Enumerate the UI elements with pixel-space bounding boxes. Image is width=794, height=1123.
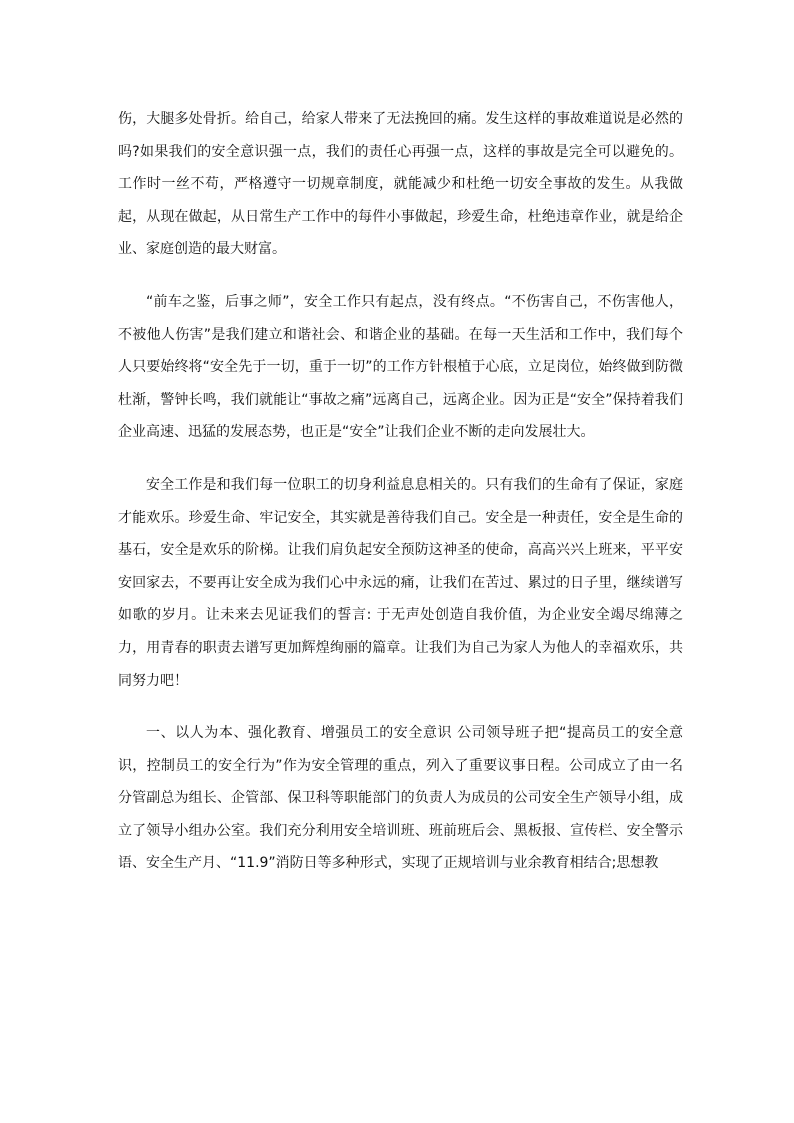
paragraph-accident-consequence: 伤，大腿多处骨折。给自己，给家人带来了无法挽回的痛。发生这样的事故难道说是必然的吗?如果我们的安全意识强一点，我们的责任心再强一点，这样的事故是完全可以避免的。工作时一丝不苟，严格遵守一切规章制度，就能减少和杜绝一切安全事故的发生。从我做起，从现在做起，从日常生产工作中的每件小事做起，珍爱生命，杜绝违章作业，就是给企业、家庭创造的最大财富。 [118,111,683,258]
document-body [118,103,683,880]
paragraph-safety-no-end: “前车之鉴，后事之师”，安全工作只有起点，没有终点。“不伤害自己，不伤害他人，不被他人伤害”是我们建立和谐社会、和谐企业的基础。在每一天生活和工作中，我们每个人只要始终将“安全先于一切，重于一切”的工作方针根植于心底，立足岗位，始终做到防微杜渐，警钟长鸣，我们就能让“事故之痛”远离自己，远离企业。因为正是“安全”保持着我们企业高速、迅猛的发展态势，也正是“安全”让我们企业不断的走向发展壮大。 [118,293,683,441]
paragraph-people-oriented-education: 一、以人为本、强化教育、增强员工的安全意识 公司领导班子把“提高员工的安全意识，控制员工的安全行为”作为安全管理的重点，列入了重要议事日程。公司成立了由一名分管副总为组长、企管部、保卫科等职能部门的负责人为成员的公司安全生产领导小组，成立了领导小组办公室。我们充分利用安全培训班、班前班后会、黑板报、宣传栏、安全警示语、安全生产月、“11.9”消防日等多种形式，实现了正规培训与业余教育相结合;思想教 [118,725,683,872]
paragraph-safety-and-employees: 安全工作是和我们每一位职工的切身利益息息相关的。只有我们的生命有了保证，家庭才能欢乐。珍爱生命、牢记安全，其实就是善待我们自己。安全是一种责任，安全是生命的基石，安全是欢乐的阶梯。让我们肩负起安全预防这神圣的使命，高高兴兴上班来，平平安安回家去，不要再让安全成为我们心中永远的痛，让我们在苦过、累过的日子里，继续谱写如歌的岁月。让未来去见证我们的誓言: 于无声处创造自我价值，为企业安全竭尽绵薄之力，用青春的职责去谱写更加辉煌绚丽的篇章。让我们为自己为家人为他人的幸福欢乐，共同努力吧！ [118,476,683,689]
